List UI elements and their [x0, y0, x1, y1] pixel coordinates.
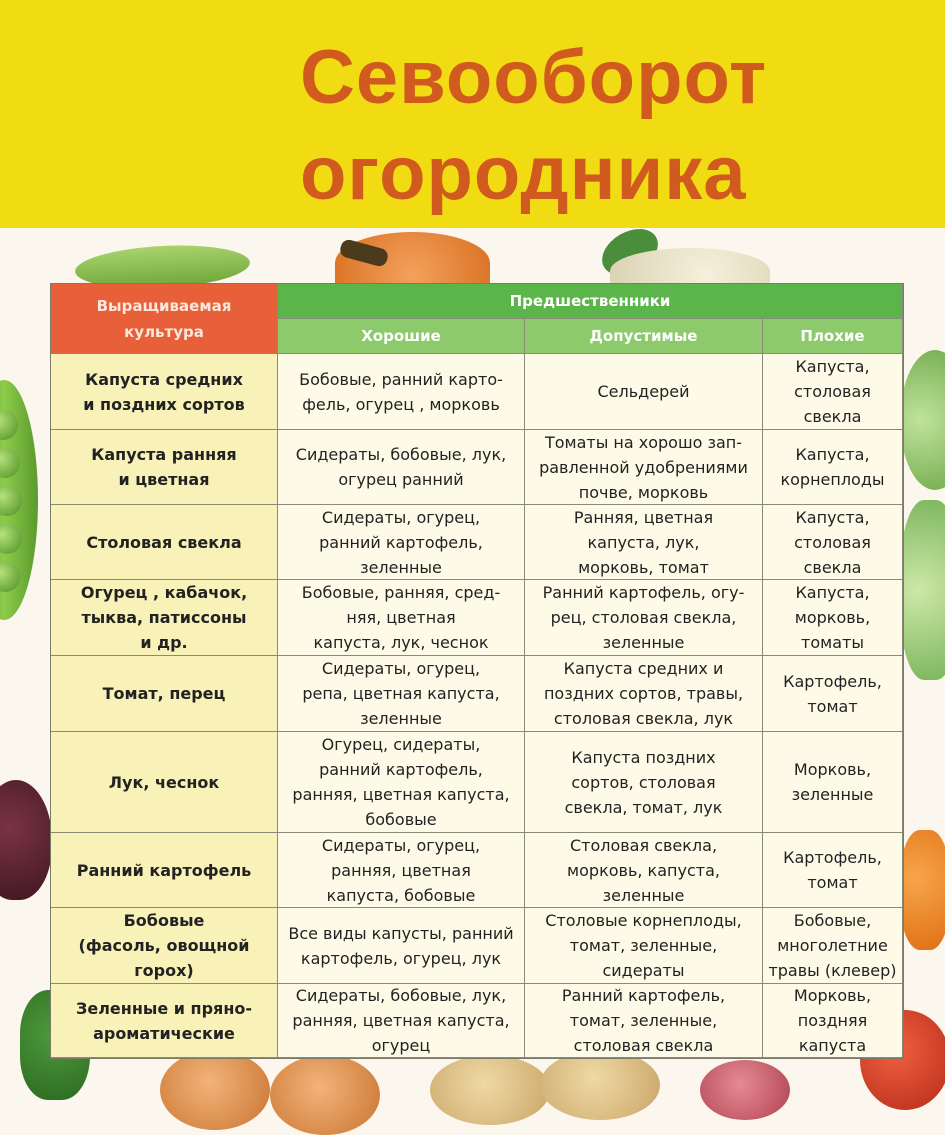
header-acceptable: Допустимые — [525, 319, 763, 354]
acceptable-cell-line: равленной удобрениями — [539, 457, 748, 477]
acceptable-cell-line: капуста, лук, — [587, 532, 700, 552]
header-crop-line: Выращиваемая — [96, 296, 232, 315]
bad-cell-line: Бобовые, — [793, 911, 872, 930]
acceptable-cell-line: морковь, капуста, — [567, 860, 720, 880]
acceptable-cell-line: Капуста средних и — [563, 659, 724, 678]
onion-illustration — [270, 1055, 380, 1135]
good-cell-line: зеленные — [360, 709, 442, 728]
header-good: Хорошие — [278, 319, 525, 354]
good-cell-line: Сидераты, огурец, — [321, 659, 481, 678]
crop-cell — [51, 833, 278, 908]
crop-cell — [51, 505, 278, 580]
acceptable-cell — [525, 430, 763, 505]
pea-illustration — [0, 448, 20, 478]
acceptable-cell — [525, 908, 763, 984]
crop-cell — [51, 656, 278, 732]
acceptable-cell-line: зеленные — [602, 633, 685, 652]
bad-cell — [763, 354, 903, 430]
bad-cell-line: Капуста, — [795, 445, 870, 464]
bad-cell-line: травы (клевер) — [768, 961, 897, 980]
acceptable-cell-line: почве, морковь — [578, 482, 709, 502]
crop-cell — [51, 580, 278, 656]
bad-cell-line: Картофель, — [783, 671, 882, 691]
open-pea-pod-illustration — [0, 380, 38, 620]
bad-cell-line: столовая — [794, 532, 871, 552]
acceptable-cell — [525, 732, 763, 833]
crop-cell-line: и поздних сортов — [83, 394, 245, 414]
crop-cell-line: Зеленные и пряно- — [75, 998, 253, 1018]
bad-cell-line: капуста — [798, 1036, 867, 1055]
bad-cell-line: Морковь, — [793, 986, 872, 1005]
bad-cell — [763, 505, 903, 580]
crop-cell-line: ароматические — [93, 1023, 235, 1043]
page-title — [300, 30, 820, 222]
pea-illustration — [0, 410, 18, 440]
bad-cell-line: Капуста, — [795, 507, 870, 527]
good-cell-line: Сидераты, бобовые, лук, — [295, 986, 507, 1005]
acceptable-cell-line: Ранний картофель, огу- — [542, 583, 745, 602]
acceptable-cell-line: сидераты — [602, 961, 685, 980]
bad-cell-line: столовая — [794, 382, 871, 401]
bad-cell-line: многолетние — [777, 936, 888, 955]
crop-cell — [51, 430, 278, 505]
crop-cell — [51, 354, 278, 430]
good-cell-line: ранняя, цветная капуста, — [292, 785, 510, 804]
good-cell-line: Бобовые, ранняя, сред- — [301, 583, 501, 602]
title-line-2: огородника — [300, 131, 747, 216]
bad-cell-line: Картофель, — [783, 848, 882, 867]
potato-illustration — [430, 1055, 550, 1125]
good-cell-line: ранний картофель, — [319, 760, 483, 779]
good-cell-line: огурец ранний — [338, 470, 464, 489]
good-cell — [278, 908, 525, 984]
bad-cell-line: поздняя — [797, 1011, 868, 1030]
crop-cell-line: Бобовые — [123, 911, 205, 930]
header-crop — [51, 284, 278, 354]
pepper-illustration — [900, 830, 945, 950]
good-cell-line: няя, цветная — [346, 608, 456, 627]
bad-cell-line: свекла — [803, 557, 862, 577]
lettuce-illustration — [900, 500, 945, 680]
good-cell — [278, 984, 525, 1058]
bad-cell-line: зеленные — [791, 785, 874, 804]
good-cell-line: огурец — [371, 1036, 431, 1055]
crop-cell-line: и др. — [140, 633, 188, 652]
acceptable-cell-line: Столовые корнеплоды, — [545, 911, 742, 930]
acceptable-cell-line: столовая свекла, лук — [553, 709, 734, 728]
acceptable-cell — [525, 505, 763, 580]
crop-cell-line: горох) — [134, 961, 194, 980]
crop-rotation-table — [50, 283, 904, 1059]
crop-cell-line: Томат, перец — [102, 684, 226, 703]
good-cell — [278, 732, 525, 833]
beet-illustration — [0, 780, 52, 900]
good-cell — [278, 580, 525, 656]
crop-cell-line: Капуста средних — [85, 369, 243, 389]
title-line-1: Севооборот — [300, 35, 768, 120]
acceptable-cell-line: сортов, столовая — [571, 772, 716, 792]
cabbage-illustration — [900, 350, 945, 490]
crop-cell — [51, 732, 278, 833]
crop-cell-line: и цветная — [118, 470, 210, 489]
acceptable-cell — [525, 984, 763, 1058]
bad-cell — [763, 908, 903, 984]
bad-cell-line: Капуста, — [795, 583, 870, 602]
crop-cell-line: (фасоль, овощной — [78, 936, 250, 955]
crop-cell-line: Лук, чеснок — [108, 772, 220, 792]
good-cell — [278, 833, 525, 908]
bad-cell-line: Капуста, — [795, 357, 870, 376]
acceptable-cell — [525, 833, 763, 908]
good-cell — [278, 354, 525, 430]
acceptable-cell-line: зеленные — [602, 885, 685, 905]
good-cell-line: бобовые — [365, 810, 437, 829]
crop-cell-line: Капуста ранняя — [91, 445, 237, 464]
good-cell-line: Все виды капусты, ранний — [288, 923, 514, 943]
onion-illustration — [160, 1050, 270, 1130]
acceptable-cell-line: столовая свекла — [573, 1036, 714, 1055]
crop-cell-line: Ранний картофель — [76, 860, 252, 880]
bad-cell — [763, 430, 903, 505]
good-cell-line: Сидераты, бобовые, лук, — [295, 445, 507, 464]
header-predecessors: Предшественники — [278, 284, 903, 319]
good-cell-line: картофель, огурец, лук — [300, 948, 502, 968]
crop-cell-line: тыква, патиссоны — [81, 608, 247, 627]
acceptable-cell-line: морковь, томат — [578, 557, 709, 577]
acceptable-cell-line: томат, зеленные, — [569, 936, 718, 955]
bad-cell — [763, 656, 903, 732]
bad-cell-line: морковь, — [794, 608, 871, 627]
acceptable-cell-line: Столовая свекла, — [569, 835, 718, 855]
good-cell-line: репа, цветная капуста, — [302, 684, 500, 703]
acceptable-cell-line: свекла, томат, лук — [564, 797, 723, 817]
good-cell-line: зеленные — [360, 557, 442, 577]
acceptable-cell-line: Ранняя, цветная — [573, 507, 714, 527]
good-cell — [278, 656, 525, 732]
radish-illustration — [700, 1060, 790, 1120]
good-cell-line: капуста, лук, чеснок — [313, 633, 489, 652]
good-cell-line: Бобовые, ранний карто- — [299, 369, 503, 389]
bad-cell — [763, 984, 903, 1058]
crop-cell — [51, 984, 278, 1058]
good-cell-line: ранний картофель, — [319, 532, 483, 552]
pea-illustration — [0, 524, 22, 554]
crop-cell-line: Огурец , кабачок, — [80, 583, 248, 602]
bad-cell — [763, 580, 903, 656]
bad-cell-line: томаты — [801, 633, 864, 652]
header-crop-line: культура — [124, 322, 204, 341]
acceptable-cell-line: томат, зеленные, — [569, 1011, 718, 1030]
acceptable-cell-line: Сельдерей — [597, 382, 690, 401]
good-cell-line: Сидераты, огурец, — [321, 507, 481, 527]
good-cell — [278, 505, 525, 580]
good-cell-line: фель, огурец , морковь — [302, 394, 500, 414]
acceptable-cell-line: рец, столовая свекла, — [550, 608, 737, 627]
good-cell-line: Огурец, сидераты, — [321, 735, 481, 754]
pea-illustration — [0, 486, 22, 516]
acceptable-cell — [525, 656, 763, 732]
bad-cell-line: корнеплоды — [780, 470, 885, 489]
good-cell — [278, 430, 525, 505]
acceptable-cell — [525, 354, 763, 430]
bad-cell — [763, 833, 903, 908]
good-cell-line: ранняя, цветная капуста, — [292, 1011, 510, 1030]
bad-cell-line: свекла — [803, 407, 862, 426]
acceptable-cell-line: Томаты на хорошо зап- — [544, 432, 743, 452]
acceptable-cell-line: поздних сортов, травы, — [543, 684, 744, 703]
crop-cell — [51, 908, 278, 984]
good-cell-line: ранняя, цветная — [331, 860, 471, 880]
acceptable-cell-line: Капуста поздних — [571, 747, 716, 767]
header-bad: Плохие — [763, 319, 903, 354]
good-cell-line: Сидераты, огурец, — [321, 835, 481, 855]
bad-cell-line: томат — [807, 696, 858, 716]
bad-cell-line: томат — [807, 873, 858, 892]
acceptable-cell — [525, 580, 763, 656]
pea-illustration — [0, 562, 20, 592]
acceptable-cell-line: Ранний картофель, — [561, 986, 726, 1005]
good-cell-line: капуста, бобовые — [326, 885, 476, 905]
bad-cell-line: Морковь, — [793, 760, 872, 779]
potato-illustration — [540, 1050, 660, 1120]
bad-cell — [763, 732, 903, 833]
crop-cell-line: Столовая свекла — [86, 532, 242, 552]
